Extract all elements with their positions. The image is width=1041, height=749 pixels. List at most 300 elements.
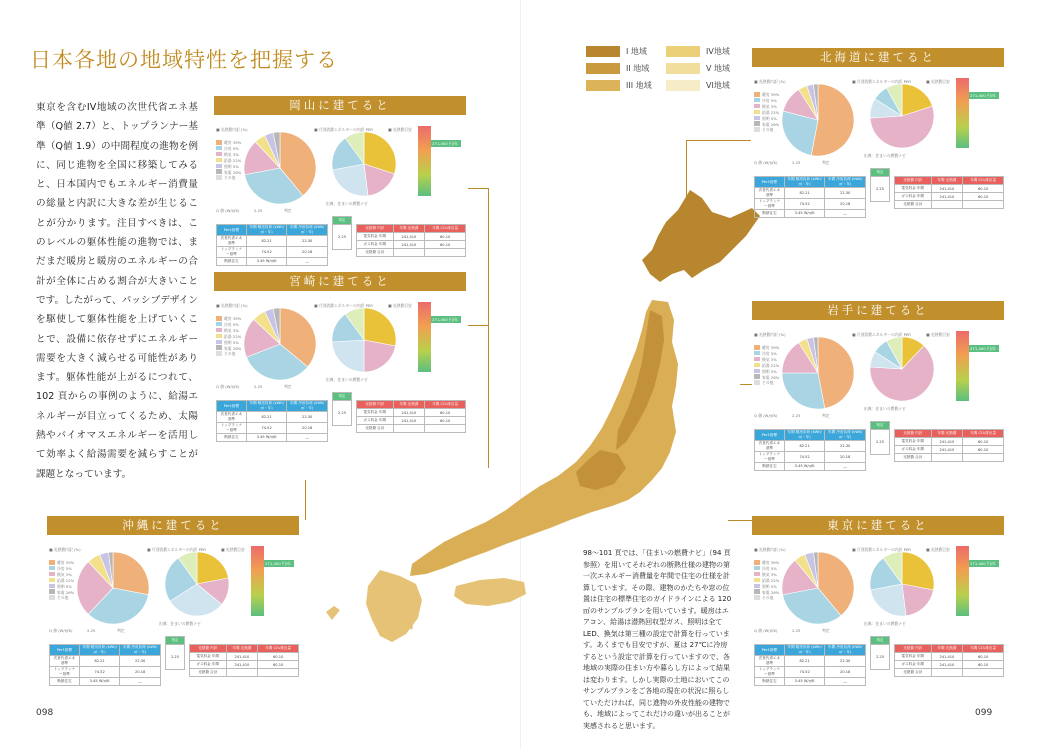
leader-line — [686, 140, 751, 141]
legend-label: IV地域 — [706, 47, 730, 56]
region-card-okinawa — [47, 516, 299, 696]
legend-swatch — [666, 80, 700, 91]
table-cell: 241,410 — [931, 438, 963, 446]
judge-table — [870, 421, 890, 455]
pie-slice — [902, 552, 934, 590]
table-header: 年間 CO₂排出量 — [258, 645, 299, 653]
swatch-labels — [224, 140, 241, 181]
swatch-label: 冷房 5% — [762, 97, 777, 103]
table-cell: 60.10 — [425, 409, 466, 417]
cost-tag-text: 271,400 円/年 — [432, 141, 458, 146]
map-hokkaido — [642, 190, 760, 282]
table-header: 年間 光熱費 — [931, 430, 963, 438]
judge-table — [870, 168, 890, 202]
pie-caption: ■ 月別消費エネルギーの内訳 PER — [852, 547, 911, 552]
table-cell: ガス料金 年間 — [895, 661, 932, 669]
pie-a-wrap — [782, 337, 854, 413]
pie-caption: ■ 月別消費エネルギーの内訳 PER — [852, 332, 911, 337]
table-cell: 82.21 — [246, 236, 287, 247]
bar-caption: ■ 光熱費目安 — [926, 547, 950, 552]
cost-tag-text: 271,400 円/年 — [265, 561, 291, 566]
table-header: 判定 — [871, 637, 890, 645]
table-cell: 次世代省エネ基準 — [755, 188, 785, 199]
pie-slice — [818, 337, 854, 408]
table-cell: 2.25 — [333, 225, 352, 250]
table-cell: 3.45 W/㎡K — [784, 463, 825, 471]
source-note: 出典：住まいの燃費ナビ — [864, 406, 906, 411]
leader-line — [305, 480, 306, 520]
table-cell: 22.30 — [825, 441, 866, 452]
pie-caption: ■ 光熱費内訳 (%) — [754, 79, 786, 84]
monthly-energy-pie — [870, 337, 934, 401]
cost-tag — [431, 316, 461, 323]
pie-a-wrap — [77, 552, 149, 628]
legend-item — [666, 63, 730, 74]
table-cell: 241,410 — [393, 409, 425, 417]
leader-line — [728, 520, 752, 521]
load-table — [754, 644, 866, 686]
table-header: 光熱費 内訳 — [190, 645, 227, 653]
small-value: 2.25 — [792, 628, 801, 633]
table-cell: 22.30 — [825, 188, 866, 199]
swatch-labels — [224, 316, 241, 357]
table-cell: 断熱住宅 — [50, 678, 80, 686]
legend-label: V 地域 — [706, 64, 731, 73]
cost-gauge — [251, 546, 264, 616]
table-header: 年間 CO₂排出量 — [963, 430, 1004, 438]
table-cell: 光熱費 合計 — [357, 249, 394, 257]
source-note: 出典：住まいの燃費ナビ — [864, 621, 906, 626]
energy-breakdown-pie — [77, 552, 149, 624]
pie-b-wrap — [870, 552, 934, 620]
table-header: 判定 — [871, 169, 890, 177]
map-kyushu — [366, 570, 422, 642]
table-cell: 74.52 — [246, 247, 287, 258]
pie-caption: ■ 光熱費内訳 (%) — [216, 303, 248, 308]
legend-item — [586, 46, 647, 57]
table-cell: 82.21 — [784, 441, 825, 452]
table-cell: 22.30 — [287, 236, 328, 247]
table-cell: トップランナー基準 — [755, 667, 785, 678]
table-cell: 241,410 — [931, 446, 963, 454]
table-cell: 2.25 — [333, 401, 352, 426]
card-title: 岡山に建てると — [214, 96, 466, 115]
table-cell: — — [287, 434, 328, 442]
table-header: Perf.指標 — [50, 645, 80, 656]
table-cell: 82.21 — [246, 412, 287, 423]
leader-line — [468, 325, 488, 326]
table-header: 年間 暖房負荷 (kWh/㎡・年) — [784, 645, 825, 656]
swatch-label: 暖房 39% — [224, 316, 242, 321]
table-cell: 22.30 — [825, 656, 866, 667]
monthly-energy-pie — [870, 84, 934, 148]
table-cell: 241,410 — [226, 661, 258, 669]
pie-caption: ■ 月別消費エネルギーの内訳 PER — [314, 303, 373, 308]
legend-label: II 地域 — [626, 64, 650, 73]
table-header: 光熱費 内訳 — [895, 430, 932, 438]
table-cell: トップランナー基準 — [755, 452, 785, 463]
table-cell: 60.10 — [425, 233, 466, 241]
table-cell: 電気料金 年間 — [357, 409, 394, 417]
bar-caption: ■ 光熱費目安 — [388, 303, 412, 308]
small-value: 2.25 — [87, 628, 96, 633]
table-cell: 74.52 — [784, 667, 825, 678]
table-cell: 電気料金 年間 — [357, 233, 394, 241]
table-header: 光熱費 内訳 — [357, 401, 394, 409]
energy-breakdown-pie — [782, 552, 854, 624]
swatch-label: 換気 3% — [762, 571, 777, 577]
table-cell: 241,410 — [393, 233, 425, 241]
swatch-label: 家電 26% — [224, 345, 242, 351]
legend-item — [586, 80, 652, 91]
cost-gauge — [418, 302, 431, 372]
pie-caption: ■ 月別消費エネルギーの内訳 PER — [852, 79, 911, 84]
small-judge: 判定 — [822, 628, 830, 633]
table-cell: 241,410 — [931, 185, 963, 193]
pie-caption: ■ 月別消費エネルギーの内訳 PER — [314, 127, 373, 132]
table-header: 光熱費 内訳 — [357, 225, 394, 233]
table-cell: 20.18 — [825, 452, 866, 463]
page-number-left: 098 — [36, 708, 54, 718]
table-cell: 74.52 — [784, 452, 825, 463]
swatch-label: 給湯 22% — [224, 333, 242, 339]
legend-swatch — [666, 63, 700, 74]
legend-swatch — [586, 46, 620, 57]
small-value: 2.25 — [254, 208, 263, 213]
judge-table — [165, 636, 185, 670]
table-cell: 3.45 W/㎡K — [784, 210, 825, 218]
swatch-label: 給湯 22% — [762, 362, 780, 368]
table-header: 判定 — [871, 422, 890, 430]
table-header: 年間 CO₂排出量 — [963, 645, 1004, 653]
table-header: Perf.指標 — [217, 401, 247, 412]
cost-tag — [431, 140, 461, 147]
table-cell: 20.18 — [825, 199, 866, 210]
swatch-label: 換気 3% — [762, 356, 777, 362]
energy-breakdown-pie — [244, 308, 316, 380]
swatch-label: 暖房 39% — [57, 560, 75, 565]
small-header: Q 値 (W/㎡K) — [754, 160, 778, 165]
table-cell: 断熱住宅 — [755, 463, 785, 471]
bar-caption: ■ 光熱費目安 — [221, 547, 245, 552]
table-cell: — — [825, 210, 866, 218]
pie-slice — [782, 373, 825, 409]
pie-a-wrap — [244, 308, 316, 384]
cost-table — [894, 429, 1004, 462]
swatch-label: 照明 5% — [224, 163, 239, 169]
table-cell: 22.30 — [120, 656, 161, 667]
cost-gauge — [956, 331, 969, 401]
small-judge: 判定 — [822, 413, 830, 418]
pie-caption: ■ 光熱費内訳 (%) — [754, 547, 786, 552]
swatch-labels — [762, 345, 779, 386]
page-title: 日本各地の地域特性を把握する — [30, 48, 338, 72]
table-cell: 241,410 — [931, 661, 963, 669]
table-header: 年間 暖房負荷 (kWh/㎡・年) — [784, 430, 825, 441]
energy-breakdown-pie — [782, 337, 854, 409]
table-header: 判定 — [166, 637, 185, 645]
region-card-tokyo — [752, 516, 1004, 696]
pie-caption: ■ 光熱費内訳 (%) — [49, 547, 81, 552]
load-table — [216, 224, 328, 266]
monthly-energy-pie — [165, 552, 229, 616]
region-legend — [586, 44, 736, 94]
small-header: Q 値 (W/㎡K) — [216, 208, 240, 213]
table-cell: 20.18 — [287, 423, 328, 434]
intro-right-text: 98～101 頁では、「住まいの燃費ナビ」（94 頁参照）を用いてそれぞれの断熱仕様の建物の第一次エネルギー消費量を年間で住宅の仕様を計算しています。その際、建物のかたちや窓の位置は住宅の標準住宅のガイドラインによる 120㎡のサンプルプランを用いています。暖房はエアコン、給湯は潜熱回収型ガス、照明は全て LED、換気は第三種の設定で計算を行っています。あくまでも目安ですが、夏は 27℃に冷房するという設定で計算を行っていますので、各地域の実際の住まい方や暮らし方によって結果は変わります。しかし実際の土地においてこのサンプルプランをご各地の現在の状況に照らしていただければ、同じ進物の外皮性能の建物でも、地域によってこれだけの違いが出ることが実感されると思います。 — [583, 549, 732, 730]
cost-table — [894, 644, 1004, 677]
table-cell: 次世代省エネ基準 — [755, 441, 785, 452]
table-cell: 60.10 — [963, 193, 1004, 201]
table-cell: ガス料金 年間 — [357, 241, 394, 249]
swatch-label: 暖房 39% — [762, 560, 780, 565]
swatch-label: 家電 26% — [762, 121, 780, 127]
table-cell: 74.52 — [246, 423, 287, 434]
small-header: Q 値 (W/㎡K) — [754, 413, 778, 418]
table-header: 年間 光熱費 — [393, 401, 425, 409]
table-cell: 60.10 — [963, 653, 1004, 661]
table-cell: 82.21 — [784, 656, 825, 667]
card-title: 北海道に建てると — [752, 48, 1004, 67]
table-cell: 光熱費 合計 — [357, 425, 394, 433]
cost-table — [356, 224, 466, 257]
table-cell: 次世代省エネ基準 — [217, 236, 247, 247]
table-cell: 74.52 — [79, 667, 120, 678]
table-header: 判定 — [333, 217, 352, 225]
table-cell: 電気料金 年間 — [895, 653, 932, 661]
table-cell: 82.21 — [79, 656, 120, 667]
table-header: Perf.指標 — [755, 645, 785, 656]
judge-table — [332, 216, 352, 250]
monthly-energy-pie — [332, 132, 396, 196]
table-header: 年間 光熱費 — [931, 177, 963, 185]
cost-tag-text: 271,400 円/年 — [970, 561, 996, 566]
leader-line — [468, 188, 488, 189]
bar-caption: ■ 光熱費目安 — [388, 127, 412, 132]
swatch-label: 換気 3% — [762, 103, 777, 109]
pie-swatches — [216, 316, 222, 357]
card-title: 東京に建てると — [752, 516, 1004, 535]
card-title: 沖縄に建てると — [47, 516, 299, 535]
table-header: 年間 光熱費 — [931, 645, 963, 653]
table-cell: 82.21 — [784, 188, 825, 199]
table-cell: ガス料金 年間 — [190, 661, 227, 669]
table-cell: 次世代省エネ基準 — [217, 412, 247, 423]
table-cell: 断熱住宅 — [217, 258, 247, 266]
cost-tag-text: 271,400 円/年 — [970, 93, 996, 98]
swatch-label: その他 — [762, 127, 774, 133]
swatch-labels — [57, 560, 74, 601]
swatch-label: 暖房 39% — [762, 345, 780, 350]
table-cell: 60.10 — [258, 661, 299, 669]
monthly-energy-pie — [332, 308, 396, 372]
table-cell: 断熱住宅 — [755, 210, 785, 218]
pie-swatches — [754, 345, 760, 386]
region-card-okayama — [214, 96, 466, 276]
pie-a-wrap — [244, 132, 316, 208]
table-header: 光熱費 内訳 — [895, 177, 932, 185]
table-cell: — — [287, 258, 328, 266]
table-cell: 241,410 — [931, 193, 963, 201]
pie-slice — [113, 552, 149, 595]
cost-tag-text: 271,400 円/年 — [432, 317, 458, 322]
swatch-label: 給湯 22% — [762, 577, 780, 583]
swatch-label: 照明 5% — [224, 339, 239, 345]
energy-breakdown-pie — [782, 84, 854, 156]
table-cell: 3.45 W/㎡K — [246, 258, 287, 266]
swatch-label: 照明 5% — [57, 583, 72, 589]
legend-item — [586, 63, 649, 74]
table-cell: 241,410 — [393, 241, 425, 249]
pie-slice — [364, 340, 395, 372]
table-cell: 22.30 — [287, 412, 328, 423]
small-judge: 判定 — [284, 208, 292, 213]
bar-caption: ■ 光熱費目安 — [926, 332, 950, 337]
table-header: 年間 光熱費 — [393, 225, 425, 233]
swatch-label: その他 — [57, 595, 69, 601]
source-note: 出典：住まいの燃費ナビ — [326, 201, 368, 206]
small-judge: 判定 — [284, 384, 292, 389]
table-cell: ガス料金 年間 — [357, 417, 394, 425]
pie-swatches — [754, 92, 760, 133]
table-header: 年間 暖房負荷 (kWh/㎡・年) — [79, 645, 120, 656]
table-cell: — — [825, 463, 866, 471]
table-cell: 20.18 — [120, 667, 161, 678]
energy-breakdown-pie — [244, 132, 316, 204]
cost-tag — [969, 560, 999, 567]
table-cell: 60.10 — [425, 417, 466, 425]
table-header: 年間 冷房負荷 (kWh/㎡・年) — [287, 225, 328, 236]
card-title: 岩手に建てると — [752, 301, 1004, 320]
pie-b-wrap — [870, 337, 934, 405]
table-cell: 光熱費 合計 — [895, 201, 932, 209]
pie-a-wrap — [782, 84, 854, 160]
load-table — [754, 176, 866, 218]
swatch-label: 冷房 5% — [762, 565, 777, 571]
table-cell: 光熱費 合計 — [895, 454, 932, 462]
map-okinawa-main — [326, 606, 340, 620]
cost-table — [189, 644, 299, 677]
legend-swatch — [586, 80, 620, 91]
table-cell: 241,410 — [226, 653, 258, 661]
legend-label: I 地域 — [626, 47, 647, 56]
pie-swatches — [754, 560, 760, 601]
swatch-label: 照明 5% — [762, 368, 777, 374]
table-header: 年間 冷房負荷 (kWh/㎡・年) — [120, 645, 161, 656]
table-header: Perf.指標 — [217, 225, 247, 236]
table-cell: トップランナー基準 — [755, 199, 785, 210]
small-value: 2.25 — [254, 384, 263, 389]
small-header: Q 値 (W/㎡K) — [754, 628, 778, 633]
region-card-iwate — [752, 301, 1004, 481]
cost-gauge — [418, 126, 431, 196]
table-header: 年間 冷房負荷 (kWh/㎡・年) — [287, 401, 328, 412]
cost-tag — [969, 345, 999, 352]
region-card-hokkaido — [752, 48, 1004, 228]
swatch-labels — [762, 560, 779, 601]
table-cell: 光熱費 合計 — [895, 669, 932, 677]
table-cell: 3.45 W/㎡K — [79, 678, 120, 686]
legend-swatch — [586, 63, 620, 74]
table-cell: — — [120, 678, 161, 686]
bar-caption: ■ 光熱費目安 — [926, 79, 950, 84]
table-cell: — — [825, 678, 866, 686]
table-cell: 60.10 — [963, 661, 1004, 669]
swatch-label: その他 — [224, 175, 236, 181]
table-cell: 3.45 W/㎡K — [246, 434, 287, 442]
table-header: 年間 暖房負荷 (kWh/㎡・年) — [246, 401, 287, 412]
pie-swatches — [49, 560, 55, 601]
table-cell: 241,410 — [931, 653, 963, 661]
table-cell: 20.18 — [287, 247, 328, 258]
table-header: 年間 暖房負荷 (kWh/㎡・年) — [784, 177, 825, 188]
swatch-label: 換気 3% — [57, 571, 72, 577]
table-cell: 2.25 — [166, 645, 185, 670]
load-table — [754, 429, 866, 471]
table-header: 光熱費 内訳 — [895, 645, 932, 653]
small-header: Q 値 (W/㎡K) — [49, 628, 73, 633]
pie-b-wrap — [332, 308, 396, 376]
table-cell: 60.10 — [258, 653, 299, 661]
table-cell: 60.10 — [425, 241, 466, 249]
table-cell: 電気料金 年間 — [895, 185, 932, 193]
swatch-label: 冷房 5% — [224, 145, 239, 151]
table-cell: 3.45 W/㎡K — [784, 678, 825, 686]
cost-tag — [264, 560, 294, 567]
pie-caption: ■ 光熱費内訳 (%) — [216, 127, 248, 132]
pie-caption: ■ 光熱費内訳 (%) — [754, 332, 786, 337]
table-header: 年間 冷房負荷 (kWh/㎡・年) — [825, 430, 866, 441]
swatch-label: その他 — [224, 351, 236, 357]
pie-swatches — [216, 140, 222, 181]
legend-label: III 地域 — [626, 81, 652, 90]
table-cell: 光熱費 合計 — [190, 669, 227, 677]
small-judge: 判定 — [822, 160, 830, 165]
swatch-label: その他 — [762, 595, 774, 601]
pie-a-wrap — [782, 552, 854, 628]
cost-tag — [969, 92, 999, 99]
cost-gauge — [956, 78, 969, 148]
swatch-label: 家電 26% — [224, 169, 242, 175]
source-note: 出典：住まいの燃費ナビ — [159, 621, 201, 626]
table-cell: 次世代省エネ基準 — [50, 656, 80, 667]
table-cell: ガス料金 年間 — [895, 446, 932, 454]
table-cell: ガス料金 年間 — [895, 193, 932, 201]
table-header: 年間 CO₂排出量 — [963, 177, 1004, 185]
pie-b-wrap — [332, 132, 396, 200]
swatch-label: 給湯 22% — [762, 109, 780, 115]
table-cell: 次世代省エネ基準 — [755, 656, 785, 667]
judge-table — [332, 392, 352, 426]
swatch-label: 給湯 22% — [224, 157, 242, 163]
small-judge: 判定 — [117, 628, 125, 633]
swatch-label: 暖房 39% — [762, 92, 780, 97]
page-number-right: 099 — [975, 708, 993, 718]
cost-tag-text: 271,400 円/年 — [970, 346, 996, 351]
table-header: 年間 暖房負荷 (kWh/㎡・年) — [246, 225, 287, 236]
swatch-label: 照明 5% — [762, 115, 777, 121]
load-table — [49, 644, 161, 686]
table-header: 年間 CO₂排出量 — [425, 401, 466, 409]
monthly-energy-pie — [870, 552, 934, 616]
legend-swatch — [666, 46, 700, 57]
region-card-miyazaki — [214, 272, 466, 452]
table-cell: トップランナー基準 — [50, 667, 80, 678]
cost-gauge — [956, 546, 969, 616]
small-value: 2.25 — [792, 413, 801, 418]
small-header: Q 値 (W/㎡K) — [216, 384, 240, 389]
swatch-labels — [762, 92, 779, 133]
